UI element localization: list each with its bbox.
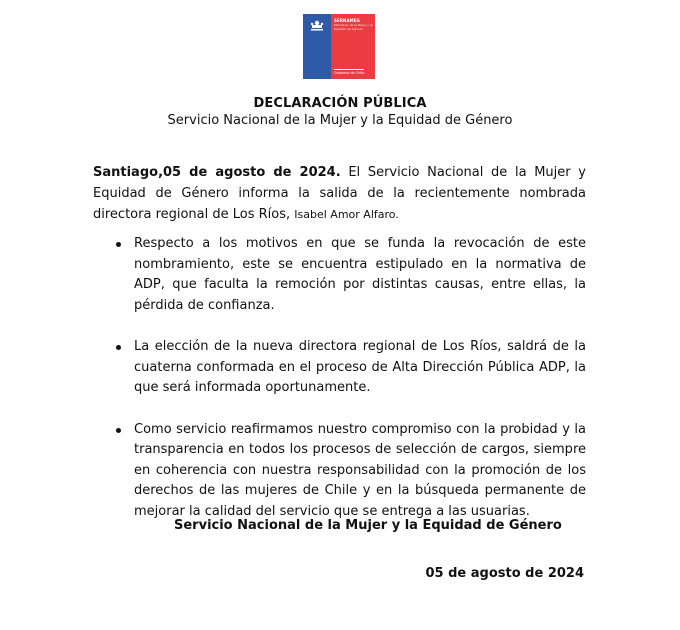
logo-ministry: Ministerio de la Mujer y la Equidad de Género [334, 23, 373, 31]
document-title: DECLARACIÓN PÚBLICA [253, 96, 427, 111]
bullet-item [93, 420, 586, 523]
bullet-item [93, 234, 586, 316]
intro-paragraph [93, 162, 586, 225]
person-name: Isabel Amor Alfaro. [294, 208, 399, 221]
bullet-text: Como servicio reafirmamos nuestro compromiso con la probidad y la transparencia en todos los procesos de selección de cargos, siempre en coherencia con nuestra responsabilidad con la promoción de los derechos de las mujeres de Chile y en la búsqueda permanente de mejorar la calidad del servicio que se entrega a las usuarias. [134, 421, 586, 519]
bullet-item [93, 337, 586, 399]
dateline: Santiago,05 de agosto de 2024. [93, 165, 341, 180]
coat-of-arms-icon [309, 20, 325, 32]
bullet-list [93, 234, 586, 543]
bullet-text: Respecto a los motivos en que se funda la revocación de este nombramiento, este se encuentra estipulado en la normativa de ADP, que faculta la remoción por distintas causas, entre ellas, la pérdida de confianza. [134, 236, 586, 313]
document-subtitle: Servicio Nacional de la Mujer y la Equidad de Género [167, 113, 513, 128]
logo-government: Gobierno de Chile [334, 71, 365, 75]
sernameg-logo [303, 14, 375, 79]
bullet-icon [116, 242, 121, 247]
logo-blue-panel [303, 14, 331, 79]
intro-body: El Servicio Nacional de la Mujer y Equidad de Género informa la salida de la recientemente nombrada directora regional de Los Ríos, [93, 165, 586, 222]
bullet-icon [116, 345, 121, 350]
bullet-icon [116, 428, 121, 433]
signature: Servicio Nacional de la Mujer y la Equidad de Género [174, 518, 562, 533]
bullet-text: La elección de la nueva directora regional de Los Ríos, saldrá de la cuaterna conformada en el proceso de Alta Dirección Pública ADP, la que será informada oportunamente. [134, 339, 586, 395]
logo-red-panel [331, 14, 375, 79]
logo-brand: SERNAMEG [334, 18, 360, 23]
footer-date: 05 de agosto de 2024 [425, 566, 584, 581]
